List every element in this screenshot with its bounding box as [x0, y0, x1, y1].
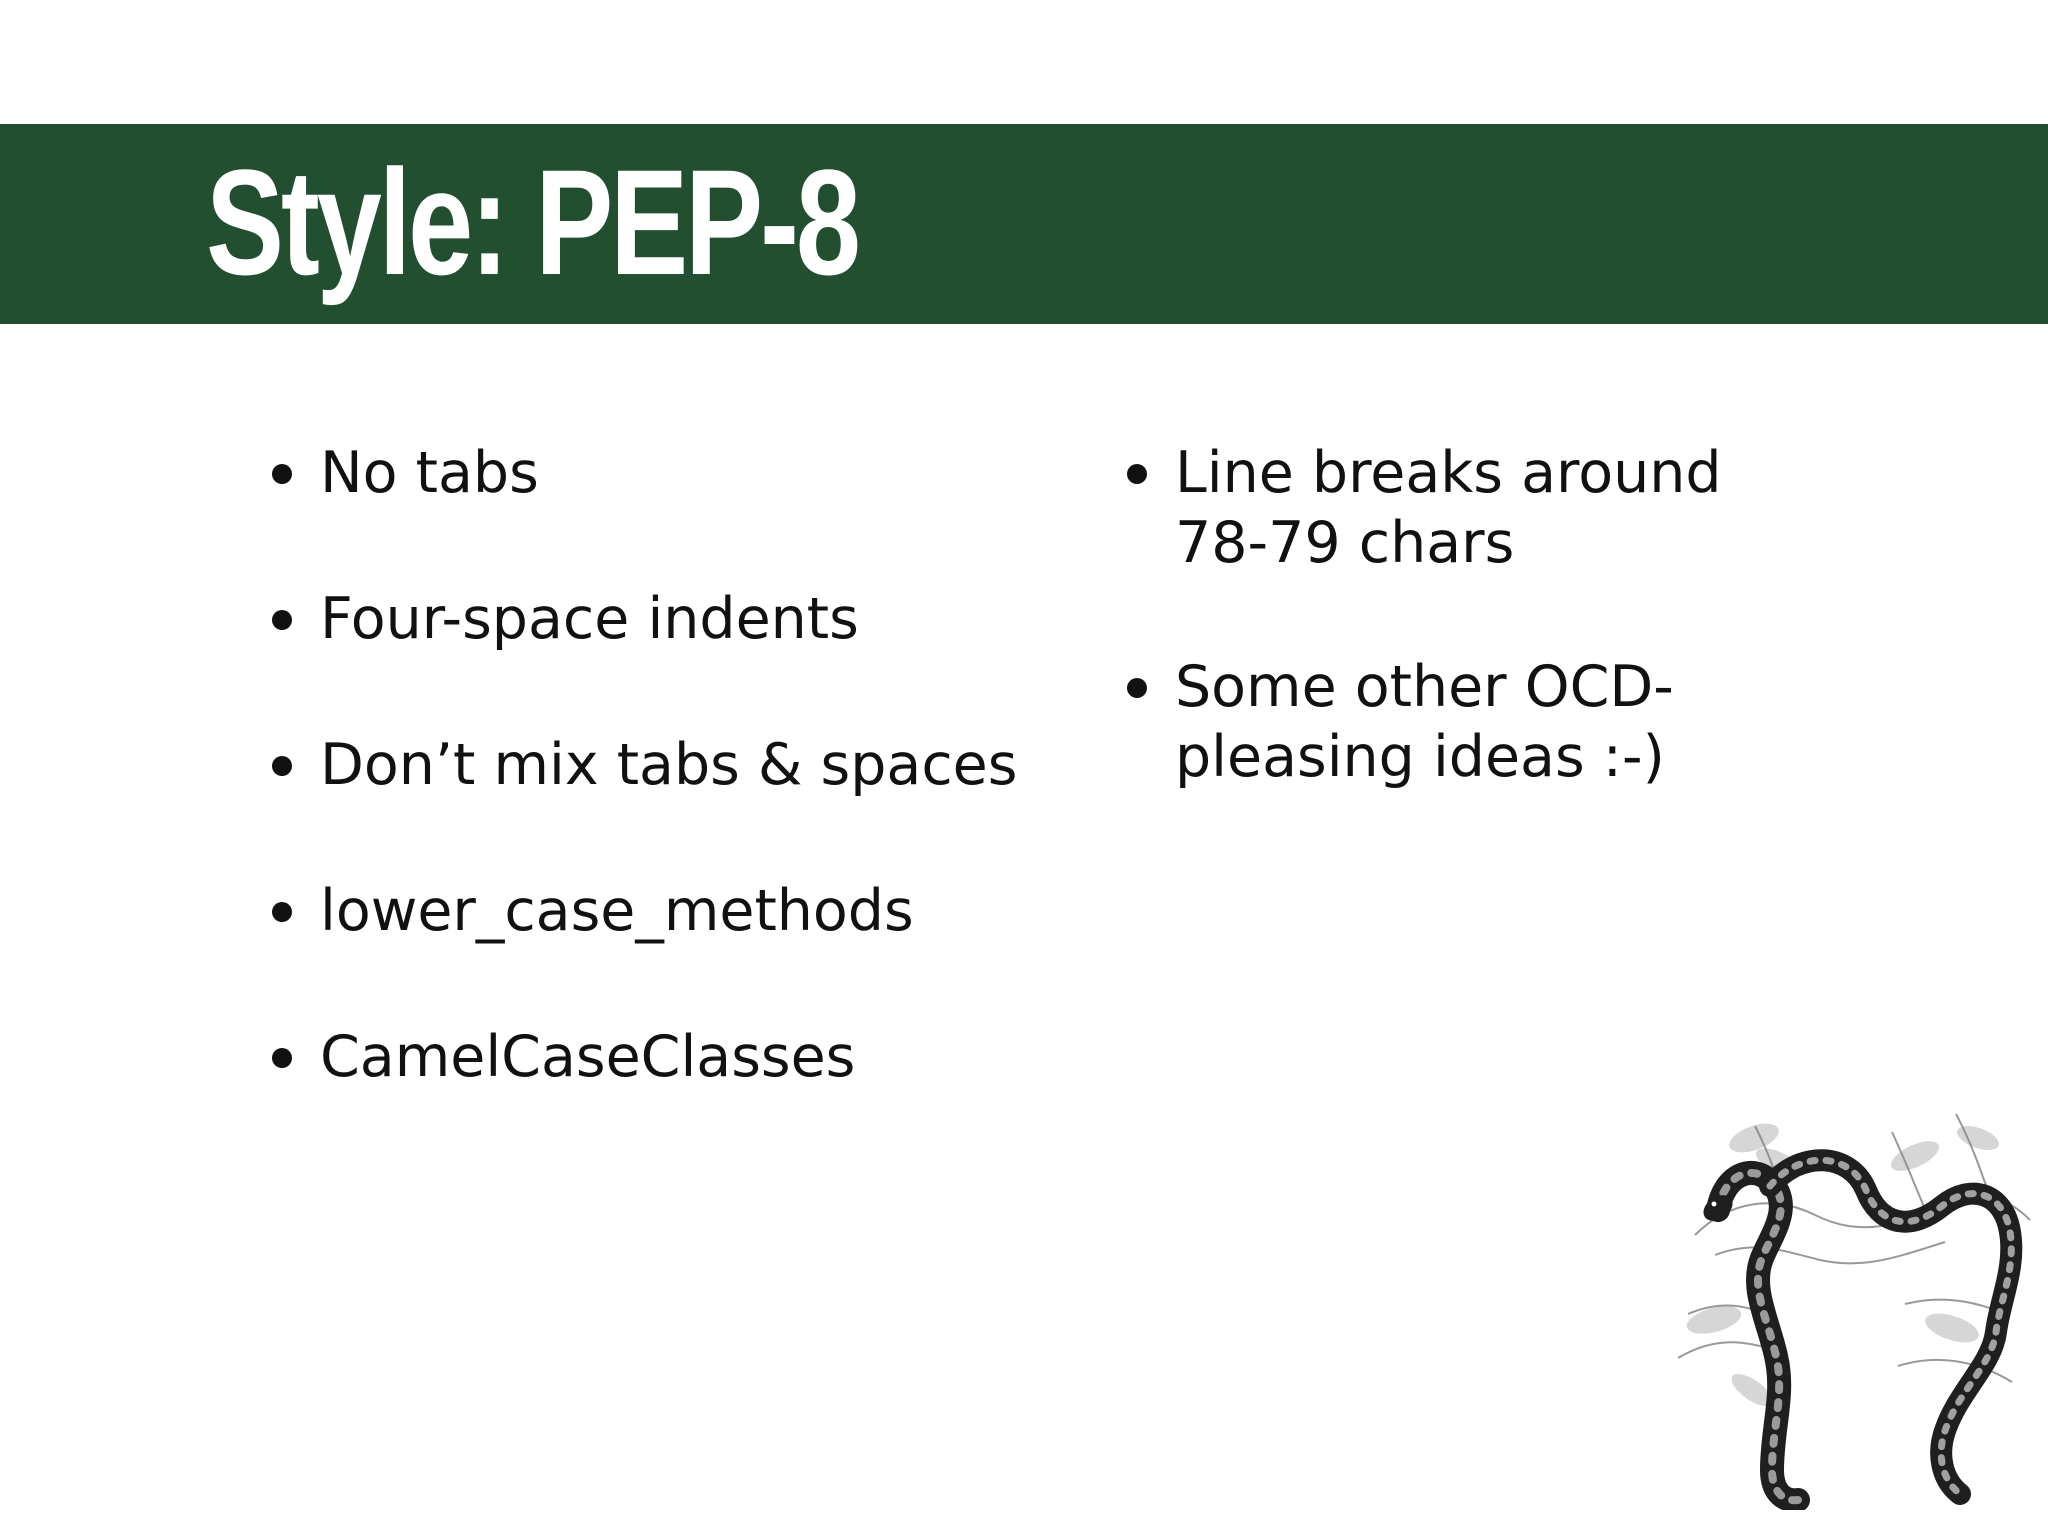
bullet-camel-case-classes: CamelCaseClasses	[272, 1022, 1092, 1092]
bullet-four-space-indents: Four-space indents	[272, 584, 1092, 654]
snake-on-branch-icon	[1660, 1090, 2040, 1510]
bullet-line-breaks: Line breaks around 78-79 chars	[1127, 438, 1747, 578]
bullet-lower-case-methods: lower_case_methods	[272, 876, 1092, 946]
right-bullet-list	[1127, 438, 1747, 866]
bullet-ocd-pleasing-ideas: Some other OCD-pleasing ideas :-)	[1127, 652, 1747, 792]
slide-title: Style: PEP-8	[206, 138, 858, 306]
bullet-no-tabs: No tabs	[272, 438, 1092, 508]
left-bullet-list	[272, 438, 1092, 1168]
bullet-dont-mix-tabs-spaces: Don’t mix tabs & spaces	[272, 730, 1092, 800]
